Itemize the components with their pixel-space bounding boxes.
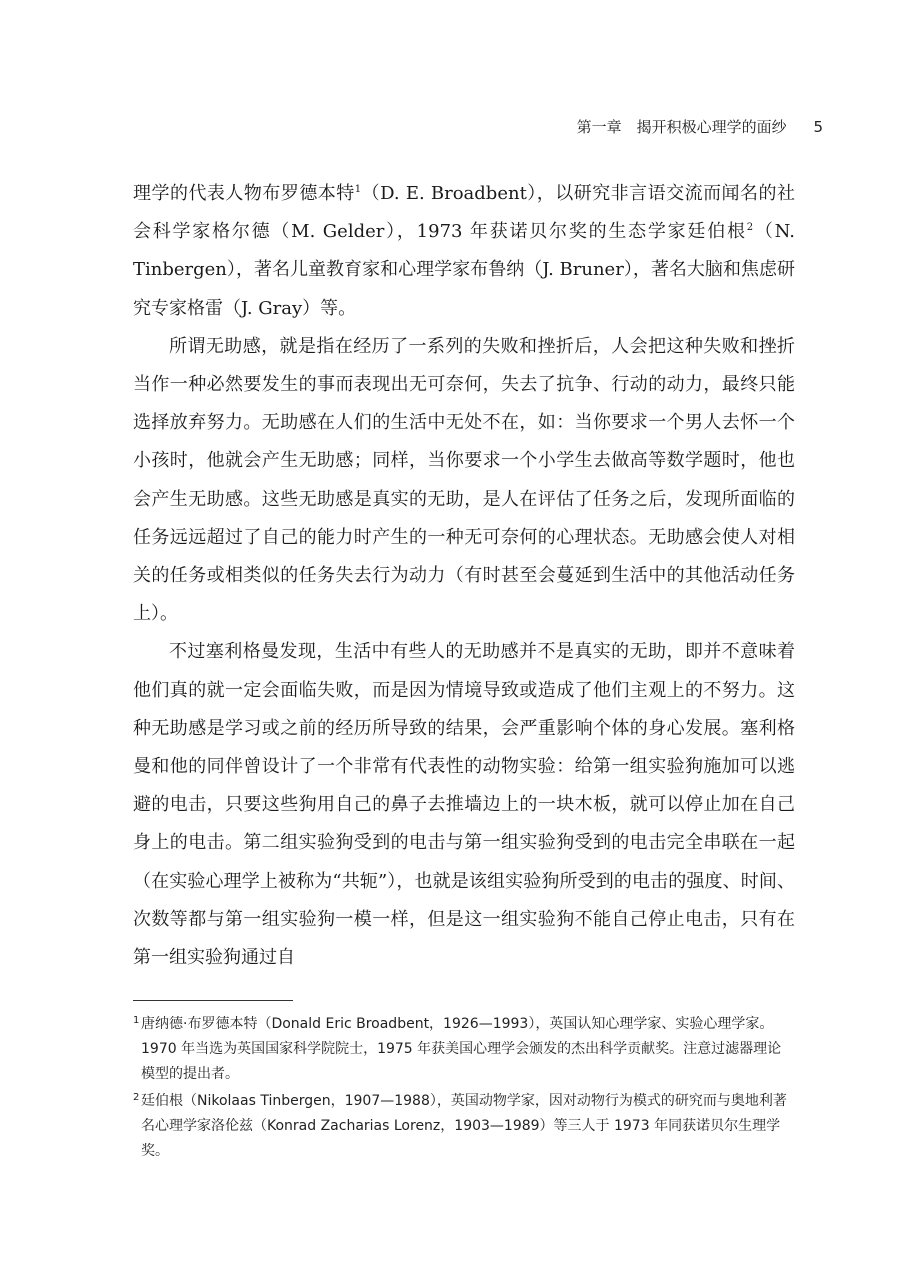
footnotes [133, 1012, 795, 1166]
paragraph-continuation [133, 175, 795, 328]
main-text [133, 175, 795, 977]
footnote-text: 唐纳德·布罗德本特（Donald Eric Broadbent，1926—1993），英国认知心理学家、实验心理学家。1970 年当选为英国国家科学院院士，1975 年获美国心理学会颁发的杰出科学贡献奖。注意过滤器理论模型的提出者。 [141, 1016, 782, 1082]
running-header [577, 116, 823, 137]
footnote-divider [133, 1000, 293, 1001]
page-number: 5 [813, 118, 823, 136]
paragraph-segment: （N. Tinbergen），著名儿童教育家和心理学家布鲁纳（J. Bruner），著名大脑和焦虑研究专家格雷（J. Gray）等。 [133, 221, 795, 319]
chapter-title: 第一章 揭开积极心理学的面纱 [576, 118, 787, 136]
footnote-ref-1: 1 [354, 184, 362, 195]
footnote-text: 廷伯根（Nikolaas Tinbergen，1907—1988），英国动物学家，因对动物行为模式的研究而与奥地利著名心理学家洛伦兹（Konrad Zacharias Lorenz，1903—1989）等三人于 1973 年同获诺贝尔生理学奖。 [141, 1093, 787, 1159]
footnote-1 [133, 1012, 795, 1087]
footnote-2 [133, 1089, 795, 1164]
footnote-ref-2: 2 [746, 222, 754, 234]
paragraph-segment: （D. E. Broadbent），以研究非言语交流而闻名的社会科学家格尔德（M. Gelder），1973 年获诺贝尔奖的生态学家廷伯根 [133, 183, 795, 243]
paragraph-helplessness: 所谓无助感，就是指在经历了一系列的失败和挫折后，人会把这种失败和挫折当作一种必然要发生的事而表现出无可奈何，失去了抗争、行动的动力，最终只能选择放弃努力。无助感在人们的生活中无处不在，如：当你要求一个男人去怀一个小孩时，他就会产生无助感；同样，当你要求一个小学生去做高等数学题时，他也会产生无助感。这些无助感是真实的无助，是人在评估了任务之后，发现所面临的任务远远超过了自己的能力时产生的一种无可奈何的心理状态。无助感会使人对相关的任务或相类似的任务失去行为动力（有时甚至会蔓延到生活中的其他活动任务上）。 [133, 335, 795, 625]
paragraph-segment: 理学的代表人物布罗德本特 [133, 183, 355, 204]
footnote-number: 1 [133, 1015, 140, 1026]
footnote-number: 2 [133, 1092, 140, 1103]
paragraph-experiment: 不过塞利格曼发现，生活中有些人的无助感并不是真实的无助，即并不意味着他们真的就一定会面临失败，而是因为情境导致或造成了他们主观上的不努力。这种无助感是学习或之前的经历所导致的结果，会严重影响个体的身心发展。塞利格曼和他的同伴曾设计了一个非常有代表性的动物实验：给第一组实验狗施加可以逃避的电击，只要这些狗用自己的鼻子去推墙边上的一块木板，就可以停止加在自己身上的电击。第二组实验狗受到的电击与第一组实验狗受到的电击完全串联在一起（在实验心理学上被称为“共轭”），也就是该组实验狗所受到的电击的强度、时间、次数等都与第一组实验狗一模一样，但是这一组实验狗不能自己停止电击，只有在第一组实验狗通过自 [133, 641, 795, 969]
